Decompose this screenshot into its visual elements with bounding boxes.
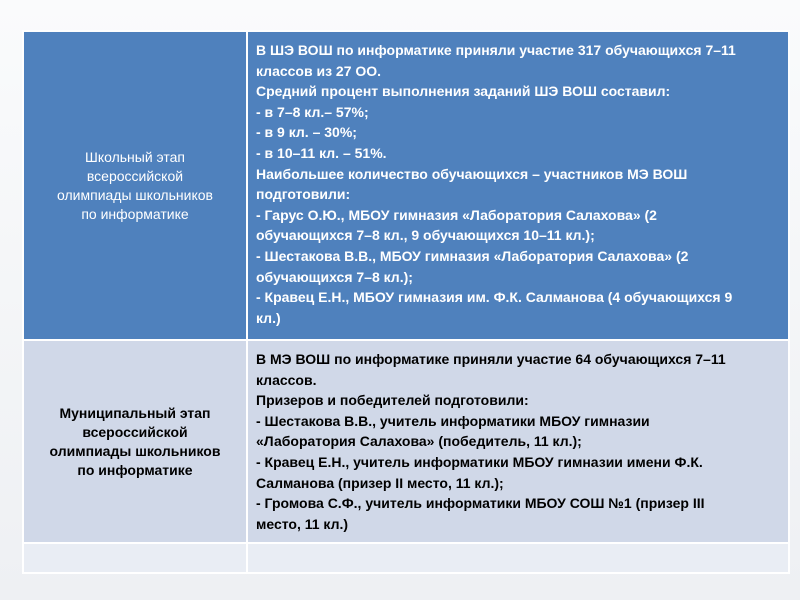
detail-line: Призеров и победителей подготовили: [256,392,529,409]
stage-label: Школьный этап [84,148,186,165]
empty-cell [23,543,247,573]
detail-line: обучающихся 7–8 кл.); [256,268,413,285]
detail-line: - Шестакова В.В., учитель информатики МБОУ гимназии [256,412,650,429]
detail-line: обучающихся 7–8 кл., 9 обучающихся 10–11 кл.); [256,227,595,244]
detail-line: В МЭ ВОШ по информатике приняли участие 64 обучающихся 7–11 [256,351,726,367]
details-cell [247,340,789,543]
stage-label: всероссийской [86,167,184,184]
stage-label: всероссийской [82,423,188,440]
detail-line: - Гарус О.Ю., МБОУ гимназия «Лаборатория Салахова» (2 [256,206,657,223]
stage-label: по информатике [81,205,189,222]
empty-cell [247,543,789,573]
detail-line: - в 9 кл. – 30%; [256,124,357,141]
detail-line: Наибольшее количество обучающихся – участников МЭ ВОШ [256,165,688,182]
detail-line: «Лаборатория Салахова» (победитель, 11 кл.); [256,433,582,450]
detail-line: - в 10–11 кл. – 51%. [256,144,387,161]
detail-line: место, 11 кл.) [256,515,349,532]
detail-line: Салманова (призер II место, 11 кл.); [256,474,504,491]
detail-line: - Громова С.Ф., учитель информатики МБОУ СОШ №1 (призер III [256,495,705,512]
detail-line: - в 7–8 кл.– 57%; [256,103,369,120]
detail-line: кл.) [256,309,281,326]
detail-line: подготовили: [256,186,351,203]
detail-line: В ШЭ ВОШ по информатике приняли участие 317 обучающихся 7–11 [256,42,736,58]
details-cell [247,31,789,340]
olympiad-table [22,30,790,574]
stage-label: олимпиады школьников [57,186,213,203]
detail-line: классов из 27 ОО. [256,62,382,79]
detail-line: - Шестакова В.В., МБОУ гимназия «Лаборатория Салахова» (2 [256,247,689,264]
table-row-municipal-stage [23,340,789,543]
stage-cell [23,340,247,543]
table-row-empty [23,543,789,573]
detail-line: - Кравец Е.Н., МБОУ гимназия им. Ф.К. Салманова (4 обучающихся 9 [256,289,733,306]
detail-line: - Кравец Е.Н., учитель информатики МБОУ гимназии имени Ф.К. [256,453,703,470]
detail-line: Средний процент выполнения заданий ШЭ ВОШ составил: [256,83,671,100]
stage-label: Муниципальный этап [59,404,211,421]
stage-label: олимпиады школьников [49,442,221,459]
table-row-school-stage [23,31,789,340]
detail-line: классов. [256,371,317,388]
stage-label: по информатике [77,461,193,478]
stage-cell [23,31,247,340]
